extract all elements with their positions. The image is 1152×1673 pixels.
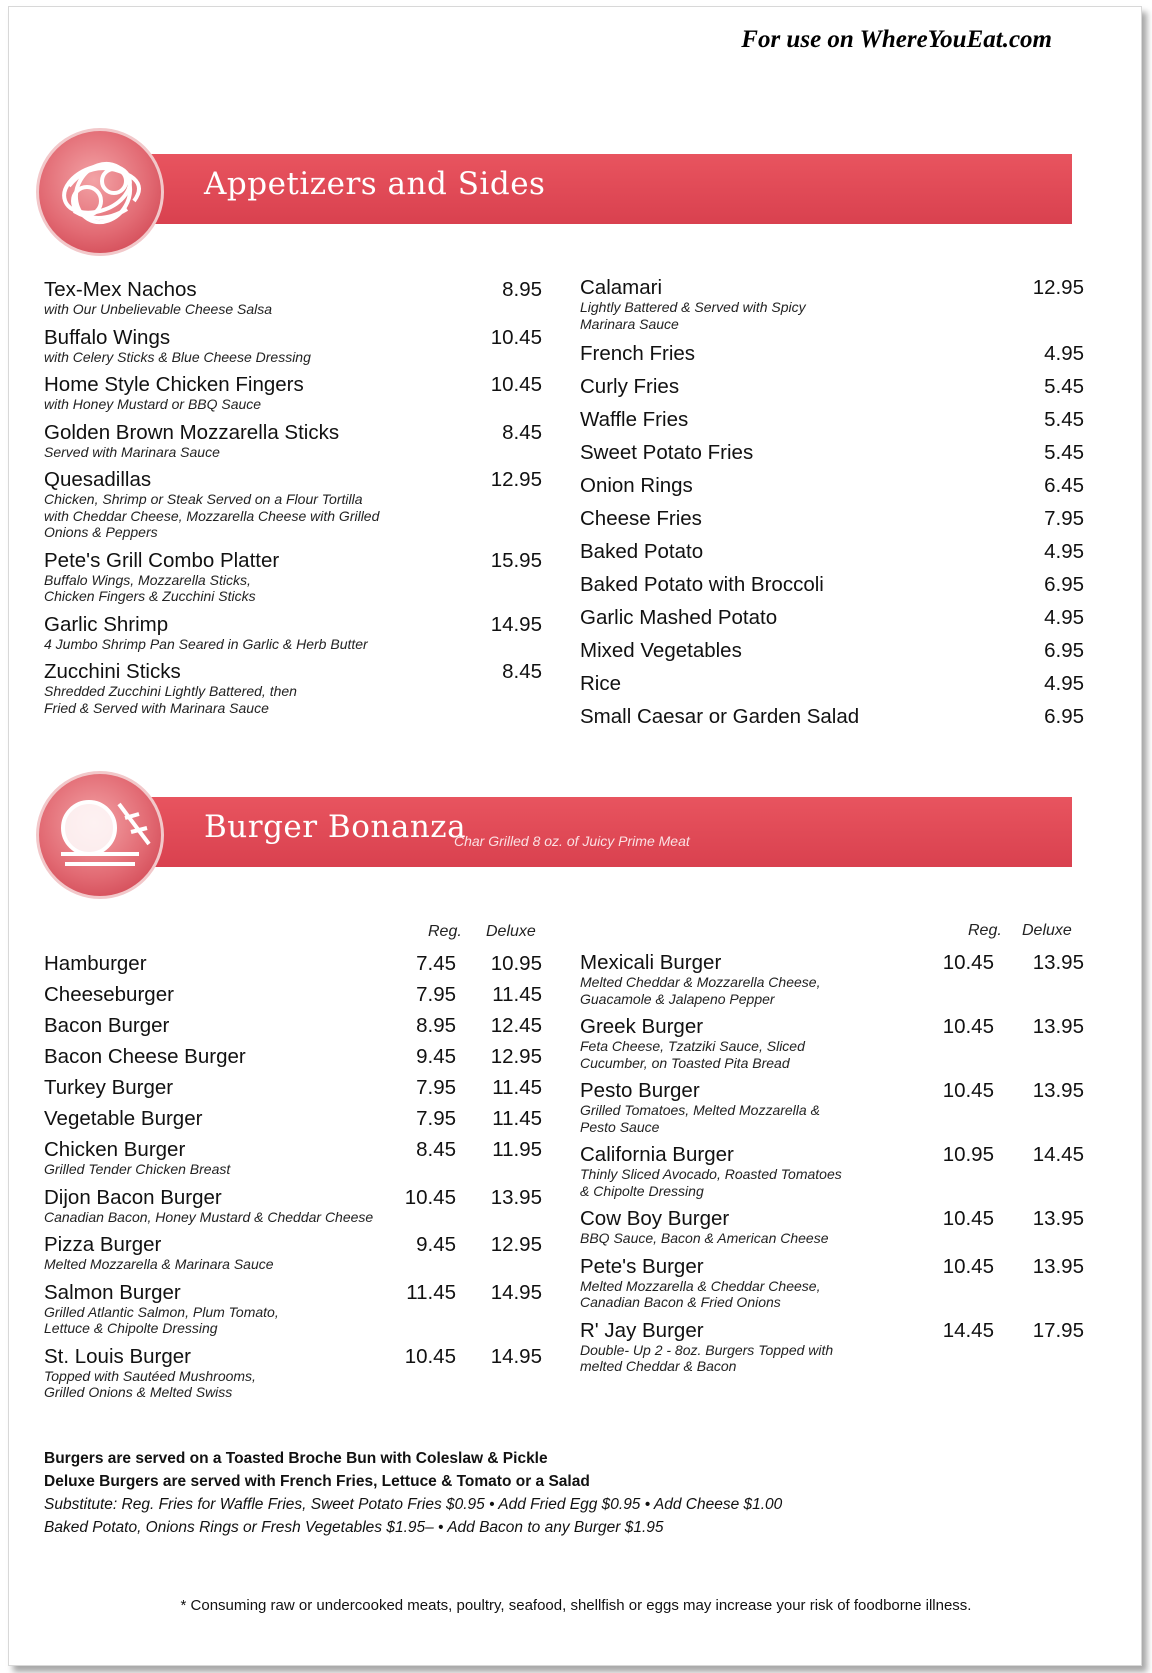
burger-icon	[36, 771, 164, 899]
burgers-right-column	[580, 951, 1084, 1383]
item-name: Pete's Grill Combo Platter	[44, 548, 280, 572]
note-line: Substitute: Reg. Fries for Waffle Fries, Sweet Potato Fries $0.95 • Add Fried Egg $0.95 • Add Cheese $1.00	[44, 1496, 783, 1513]
item-price-regular: 8.45	[416, 1138, 456, 1161]
pasta-icon	[36, 128, 164, 256]
item-price-deluxe: 11.95	[492, 1138, 542, 1161]
item-price-regular: 7.95	[416, 1107, 456, 1130]
item-name: Dijon Bacon Burger	[44, 1185, 222, 1209]
item-price: 5.45	[1044, 441, 1084, 464]
item-name: Garlic Shrimp	[44, 612, 169, 636]
item-price: 4.95	[1044, 540, 1084, 563]
column-header-deluxe: Deluxe	[1022, 922, 1072, 939]
menu-item	[44, 468, 540, 541]
item-price-regular: 9.45	[416, 1045, 456, 1068]
item-price-regular: 11.45	[406, 1280, 456, 1304]
item-name: Zucchini Sticks	[44, 660, 181, 683]
item-name: Baked Potato with Broccoli	[580, 573, 824, 596]
menu-item	[44, 1045, 540, 1068]
item-price-deluxe: 11.45	[492, 983, 542, 1006]
item-description: Lettuce & Chipolte Dressing	[44, 1320, 218, 1336]
item-price-deluxe: 13.95	[490, 1185, 542, 1209]
note-line: Baked Potato, Onions Rings or Fresh Vegetables $1.95– • Add Bacon to any Burger $1.95	[44, 1519, 664, 1536]
item-name: Tex-Mex Nachos	[44, 278, 197, 301]
food-safety-disclaimer: * Consuming raw or undercooked meats, poultry, seafood, shellfish or eggs may increase your risk of foodborne illness.	[180, 1597, 972, 1614]
item-price-regular: 10.45	[404, 1185, 456, 1209]
item-description: Cucumber, on Toasted Pita Bread	[580, 1054, 790, 1071]
item-price-regular: 10.45	[942, 1254, 994, 1278]
item-price-regular: 9.45	[416, 1233, 456, 1256]
item-price: 12.95	[1032, 276, 1084, 299]
item-price-deluxe: 13.95	[1032, 1079, 1084, 1102]
menu-item	[44, 326, 540, 366]
item-name: Quesadillas	[44, 468, 152, 491]
item-name: Golden Brown Mozzarella Sticks	[44, 420, 340, 444]
item-price-deluxe: 11.45	[492, 1076, 542, 1099]
item-description: Melted Cheddar & Mozzarella Cheese,	[580, 974, 821, 990]
menu-item	[44, 1186, 540, 1226]
item-name: Cheeseburger	[44, 983, 174, 1006]
item-name: Bacon Burger	[44, 1014, 170, 1037]
item-name: Calamari	[580, 276, 663, 299]
item-description: Canadian Bacon, Honey Mustard & Cheddar Cheese	[44, 1208, 374, 1225]
item-name: Turkey Burger	[44, 1076, 174, 1099]
item-description: Fried & Served with Marinara Sauce	[44, 699, 269, 716]
item-name: R' Jay Burger	[580, 1318, 704, 1342]
menu-item	[44, 613, 540, 653]
item-name: Onion Rings	[580, 474, 693, 497]
item-description: with Celery Sticks & Blue Cheese Dressing	[44, 348, 311, 365]
item-name: California Burger	[580, 1143, 734, 1166]
item-price-deluxe: 14.95	[490, 1280, 542, 1304]
item-price: 5.45	[1044, 408, 1084, 431]
menu-item	[44, 373, 540, 413]
item-name: St. Louis Burger	[44, 1344, 191, 1368]
menu-item	[44, 660, 540, 716]
item-price: 10.45	[490, 373, 542, 396]
item-description: with Cheddar Cheese, Mozzarella Cheese with Grilled	[44, 507, 380, 524]
item-description: Buffalo Wings, Mozzarella Sticks,	[44, 571, 251, 588]
item-price: 10.45	[490, 325, 542, 349]
item-price: 8.45	[502, 420, 542, 444]
menu-item	[44, 549, 540, 605]
item-price-deluxe: 11.45	[492, 1107, 542, 1130]
appetizers-right-column	[580, 276, 1084, 738]
item-description: Melted Mozzarella & Marinara Sauce	[44, 1256, 274, 1272]
item-price-regular: 10.45	[942, 1015, 994, 1038]
appetizers-left-column	[44, 278, 540, 724]
item-price: 6.45	[1044, 474, 1084, 497]
item-name: Curly Fries	[580, 375, 680, 398]
item-price-deluxe: 13.95	[1032, 1015, 1084, 1038]
item-price-regular: 7.95	[416, 983, 456, 1006]
item-description: 4 Jumbo Shrimp Pan Seared in Garlic & Herb Butter	[44, 635, 368, 652]
item-description: BBQ Sauce, Bacon & American Cheese	[580, 1230, 829, 1246]
menu-item	[44, 1138, 540, 1178]
item-description: Canadian Bacon & Fried Onions	[580, 1294, 781, 1310]
menu-item	[580, 1015, 1084, 1071]
item-description: Grilled Atlantic Salmon, Plum Tomato,	[44, 1303, 279, 1320]
item-price: 6.95	[1044, 573, 1084, 596]
menu-item	[580, 705, 1084, 728]
item-price: 8.45	[502, 660, 542, 683]
item-name: Pesto Burger	[580, 1079, 700, 1102]
item-price-regular: 10.45	[942, 1207, 994, 1230]
item-name: Rice	[580, 672, 622, 695]
site-note: For use on WhereYouEat.com	[741, 26, 1052, 53]
item-name: Pete's Burger	[580, 1254, 704, 1278]
menu-item	[580, 276, 1084, 332]
item-description: Guacamole & Jalapeno Pepper	[580, 990, 775, 1007]
menu-item	[580, 1079, 1084, 1135]
item-price-deluxe: 10.95	[490, 952, 542, 975]
note-line: Deluxe Burgers are served with French Fries, Lettuce & Tomato or a Salad	[44, 1473, 590, 1490]
item-name: Cow Boy Burger	[580, 1207, 730, 1230]
item-description: Pesto Sauce	[580, 1118, 660, 1135]
section-title: Burger Bonanza	[204, 809, 467, 845]
column-header-reg: Reg.	[428, 923, 462, 940]
item-description: with Honey Mustard or BBQ Sauce	[44, 396, 262, 412]
menu-item	[580, 1143, 1084, 1199]
item-description: Chicken Fingers & Zucchini Sticks	[44, 588, 256, 604]
item-price-deluxe: 12.45	[490, 1014, 542, 1037]
item-name: Greek Burger	[580, 1015, 704, 1038]
menu-item	[44, 1281, 540, 1337]
section-title: Appetizers and Sides	[204, 166, 546, 202]
item-description: with Our Unbelievable Cheese Salsa	[44, 301, 273, 317]
item-price-regular: 14.45	[942, 1318, 994, 1342]
menu-item	[580, 1254, 1084, 1311]
item-price-regular: 7.45	[416, 952, 456, 975]
item-description: Melted Mozzarella & Cheddar Cheese,	[580, 1277, 821, 1294]
item-description: & Chipolte Dressing	[580, 1182, 704, 1199]
item-price-deluxe: 14.45	[1032, 1143, 1084, 1166]
item-price: 4.95	[1044, 606, 1084, 629]
item-name: Small Caesar or Garden Salad	[580, 705, 860, 728]
item-name: Home Style Chicken Fingers	[44, 373, 304, 396]
item-price-deluxe: 13.95	[1032, 951, 1084, 974]
menu-item	[44, 1345, 540, 1401]
item-name: Vegetable Burger	[44, 1107, 203, 1130]
item-description: Grilled Tomatoes, Melted Mozzarella &	[580, 1102, 820, 1118]
item-name: Hamburger	[44, 952, 147, 975]
item-price: 7.95	[1044, 507, 1084, 530]
item-description: Topped with Sautéed Mushrooms,	[44, 1367, 256, 1384]
item-price: 6.95	[1044, 705, 1084, 728]
item-price-deluxe: 14.95	[490, 1344, 542, 1368]
menu-item	[580, 1318, 1084, 1375]
item-name: Waffle Fries	[580, 408, 689, 431]
menu-item	[580, 474, 1084, 497]
item-price: 4.95	[1044, 672, 1084, 695]
item-price-deluxe: 13.95	[1032, 1207, 1084, 1230]
menu-item	[580, 540, 1084, 563]
menu-item	[580, 1207, 1084, 1247]
item-description: Served with Marinara Sauce	[44, 443, 220, 460]
item-name: Cheese Fries	[580, 507, 702, 530]
item-name: Pizza Burger	[44, 1233, 162, 1256]
item-description: Chicken, Shrimp or Steak Served on a Flour Tortilla	[44, 491, 363, 507]
column-header-deluxe: Deluxe	[486, 923, 536, 940]
section-subtitle: Char Grilled 8 oz. of Juicy Prime Meat	[454, 833, 690, 849]
menu-item	[580, 408, 1084, 431]
item-price-regular: 10.45	[942, 1079, 994, 1102]
item-description: Double- Up 2 - 8oz. Burgers Topped with	[580, 1341, 834, 1358]
menu-item	[580, 573, 1084, 596]
appetizers-banner	[36, 128, 1076, 264]
burger-notes	[44, 1447, 782, 1539]
item-name: Sweet Potato Fries	[580, 441, 754, 464]
item-price-regular: 10.95	[942, 1143, 994, 1166]
item-description: Lightly Battered & Served with Spicy	[580, 299, 806, 315]
menu-item	[44, 1107, 540, 1130]
note-line: Burgers are served on a Toasted Broche Bun with Coleslaw & Pickle	[44, 1450, 548, 1467]
item-price-regular: 10.45	[404, 1344, 456, 1368]
item-description: Thinly Sliced Avocado, Roasted Tomatoes	[580, 1166, 842, 1182]
item-description: melted Cheddar & Bacon	[580, 1358, 737, 1374]
item-name: Buffalo Wings	[44, 325, 171, 349]
item-price-regular: 8.95	[416, 1014, 456, 1037]
menu-item	[44, 952, 540, 975]
menu-item	[580, 375, 1084, 398]
item-price-deluxe: 12.95	[490, 1045, 542, 1068]
item-description: Marinara Sauce	[580, 315, 679, 332]
menu-item	[580, 606, 1084, 629]
menu-item	[580, 507, 1084, 530]
menu-item	[44, 278, 540, 318]
menu-item	[580, 639, 1084, 662]
item-price-deluxe: 13.95	[1032, 1254, 1084, 1278]
menu-item	[580, 672, 1084, 695]
item-description: Onions & Peppers	[44, 524, 158, 540]
item-name: Garlic Mashed Potato	[580, 606, 778, 629]
item-description: Grilled Tender Chicken Breast	[44, 1161, 231, 1177]
menu-item	[580, 951, 1084, 1007]
item-name: Mexicali Burger	[580, 951, 722, 974]
item-name: Mixed Vegetables	[580, 639, 742, 662]
burger-banner	[36, 771, 1076, 907]
item-name: Salmon Burger	[44, 1280, 181, 1304]
menu-item	[580, 441, 1084, 464]
item-name: Bacon Cheese Burger	[44, 1045, 246, 1068]
item-price: 5.45	[1044, 375, 1084, 398]
item-description: Feta Cheese, Tzatziki Sauce, Sliced	[580, 1038, 805, 1054]
menu-item	[44, 1233, 540, 1273]
item-price-deluxe: 12.95	[490, 1233, 542, 1256]
item-name: French Fries	[580, 342, 696, 365]
menu-item	[44, 1014, 540, 1037]
item-price: 15.95	[490, 548, 542, 572]
item-price: 14.95	[490, 612, 542, 636]
item-name: Chicken Burger	[44, 1138, 186, 1161]
item-description: Shredded Zucchini Lightly Battered, then	[44, 683, 297, 699]
item-price-deluxe: 17.95	[1032, 1318, 1084, 1342]
item-price: 12.95	[490, 468, 542, 491]
column-header-reg: Reg.	[968, 922, 1002, 939]
burgers-left-column	[44, 952, 540, 1409]
item-description: Grilled Onions & Melted Swiss	[44, 1384, 233, 1400]
menu-item	[580, 342, 1084, 365]
item-name: Baked Potato	[580, 540, 704, 563]
menu-item	[44, 1076, 540, 1099]
item-price: 6.95	[1044, 639, 1084, 662]
item-price: 4.95	[1044, 342, 1084, 365]
item-price: 8.95	[502, 278, 542, 301]
menu-item	[44, 983, 540, 1006]
menu-item	[44, 421, 540, 461]
item-price-regular: 10.45	[942, 951, 994, 974]
item-price-regular: 7.95	[416, 1076, 456, 1099]
